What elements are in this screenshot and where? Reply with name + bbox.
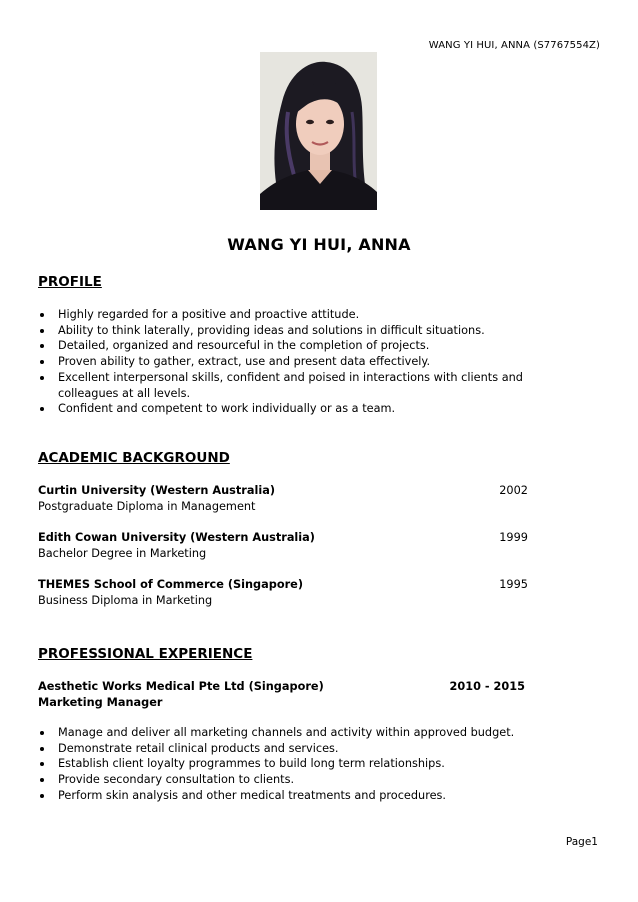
list-item: Confident and competent to work individually or as a team. <box>38 401 583 417</box>
list-item: Highly regarded for a positive and proactive attitude. <box>38 307 583 323</box>
job-entry <box>38 679 538 711</box>
year: 1999 <box>499 531 528 544</box>
academic-entry <box>38 577 538 609</box>
institution-name: Curtin University (Western Australia) <box>38 484 275 497</box>
academic-entry <box>38 483 538 515</box>
list-item: Excellent interpersonal skills, confident and poised in interactions with clients and colleagues at all levels. <box>38 370 583 401</box>
profile-list <box>38 307 583 417</box>
company-name: Aesthetic Works Medical Pte Ltd (Singapore) <box>38 680 324 693</box>
experience-heading: PROFESSIONAL EXPERIENCE <box>38 646 253 662</box>
duties-list <box>38 725 583 804</box>
list-item: Detailed, organized and resourceful in the completion of projects. <box>38 338 583 354</box>
portrait-image <box>260 52 377 210</box>
candidate-name: WANG YI HUI, ANNA <box>227 235 411 254</box>
year: 1995 <box>499 578 528 591</box>
list-item: Perform skin analysis and other medical treatments and procedures. <box>38 788 583 804</box>
year: 2002 <box>499 484 528 497</box>
profile-heading: PROFILE <box>38 274 102 290</box>
header-reference: WANG YI HUI, ANNA (S7767554Z) <box>428 40 600 51</box>
qualification: Postgraduate Diploma in Management <box>38 500 256 513</box>
page-number: Page1 <box>565 836 598 848</box>
academic-entry <box>38 530 538 562</box>
list-item: Proven ability to gather, extract, use and present data effectively. <box>38 354 583 370</box>
list-item: Manage and deliver all marketing channels and activity within approved budget. <box>38 725 583 741</box>
institution-name: THEMES School of Commerce (Singapore) <box>38 578 304 591</box>
profile-photo <box>260 52 377 210</box>
list-item: Provide secondary consultation to clients. <box>38 772 583 788</box>
qualification: Bachelor Degree in Marketing <box>38 547 207 560</box>
list-item: Establish client loyalty programmes to build long term relationships. <box>38 756 583 772</box>
list-item: Demonstrate retail clinical products and services. <box>38 741 583 757</box>
job-role: Marketing Manager <box>38 696 163 709</box>
institution-name: Edith Cowan University (Western Australia) <box>38 531 315 544</box>
job-period: 2010 - 2015 <box>449 680 525 693</box>
academic-heading: ACADEMIC BACKGROUND <box>38 450 230 466</box>
list-item: Ability to think laterally, providing ideas and solutions in difficult situations. <box>38 323 583 339</box>
qualification: Business Diploma in Marketing <box>38 594 213 607</box>
